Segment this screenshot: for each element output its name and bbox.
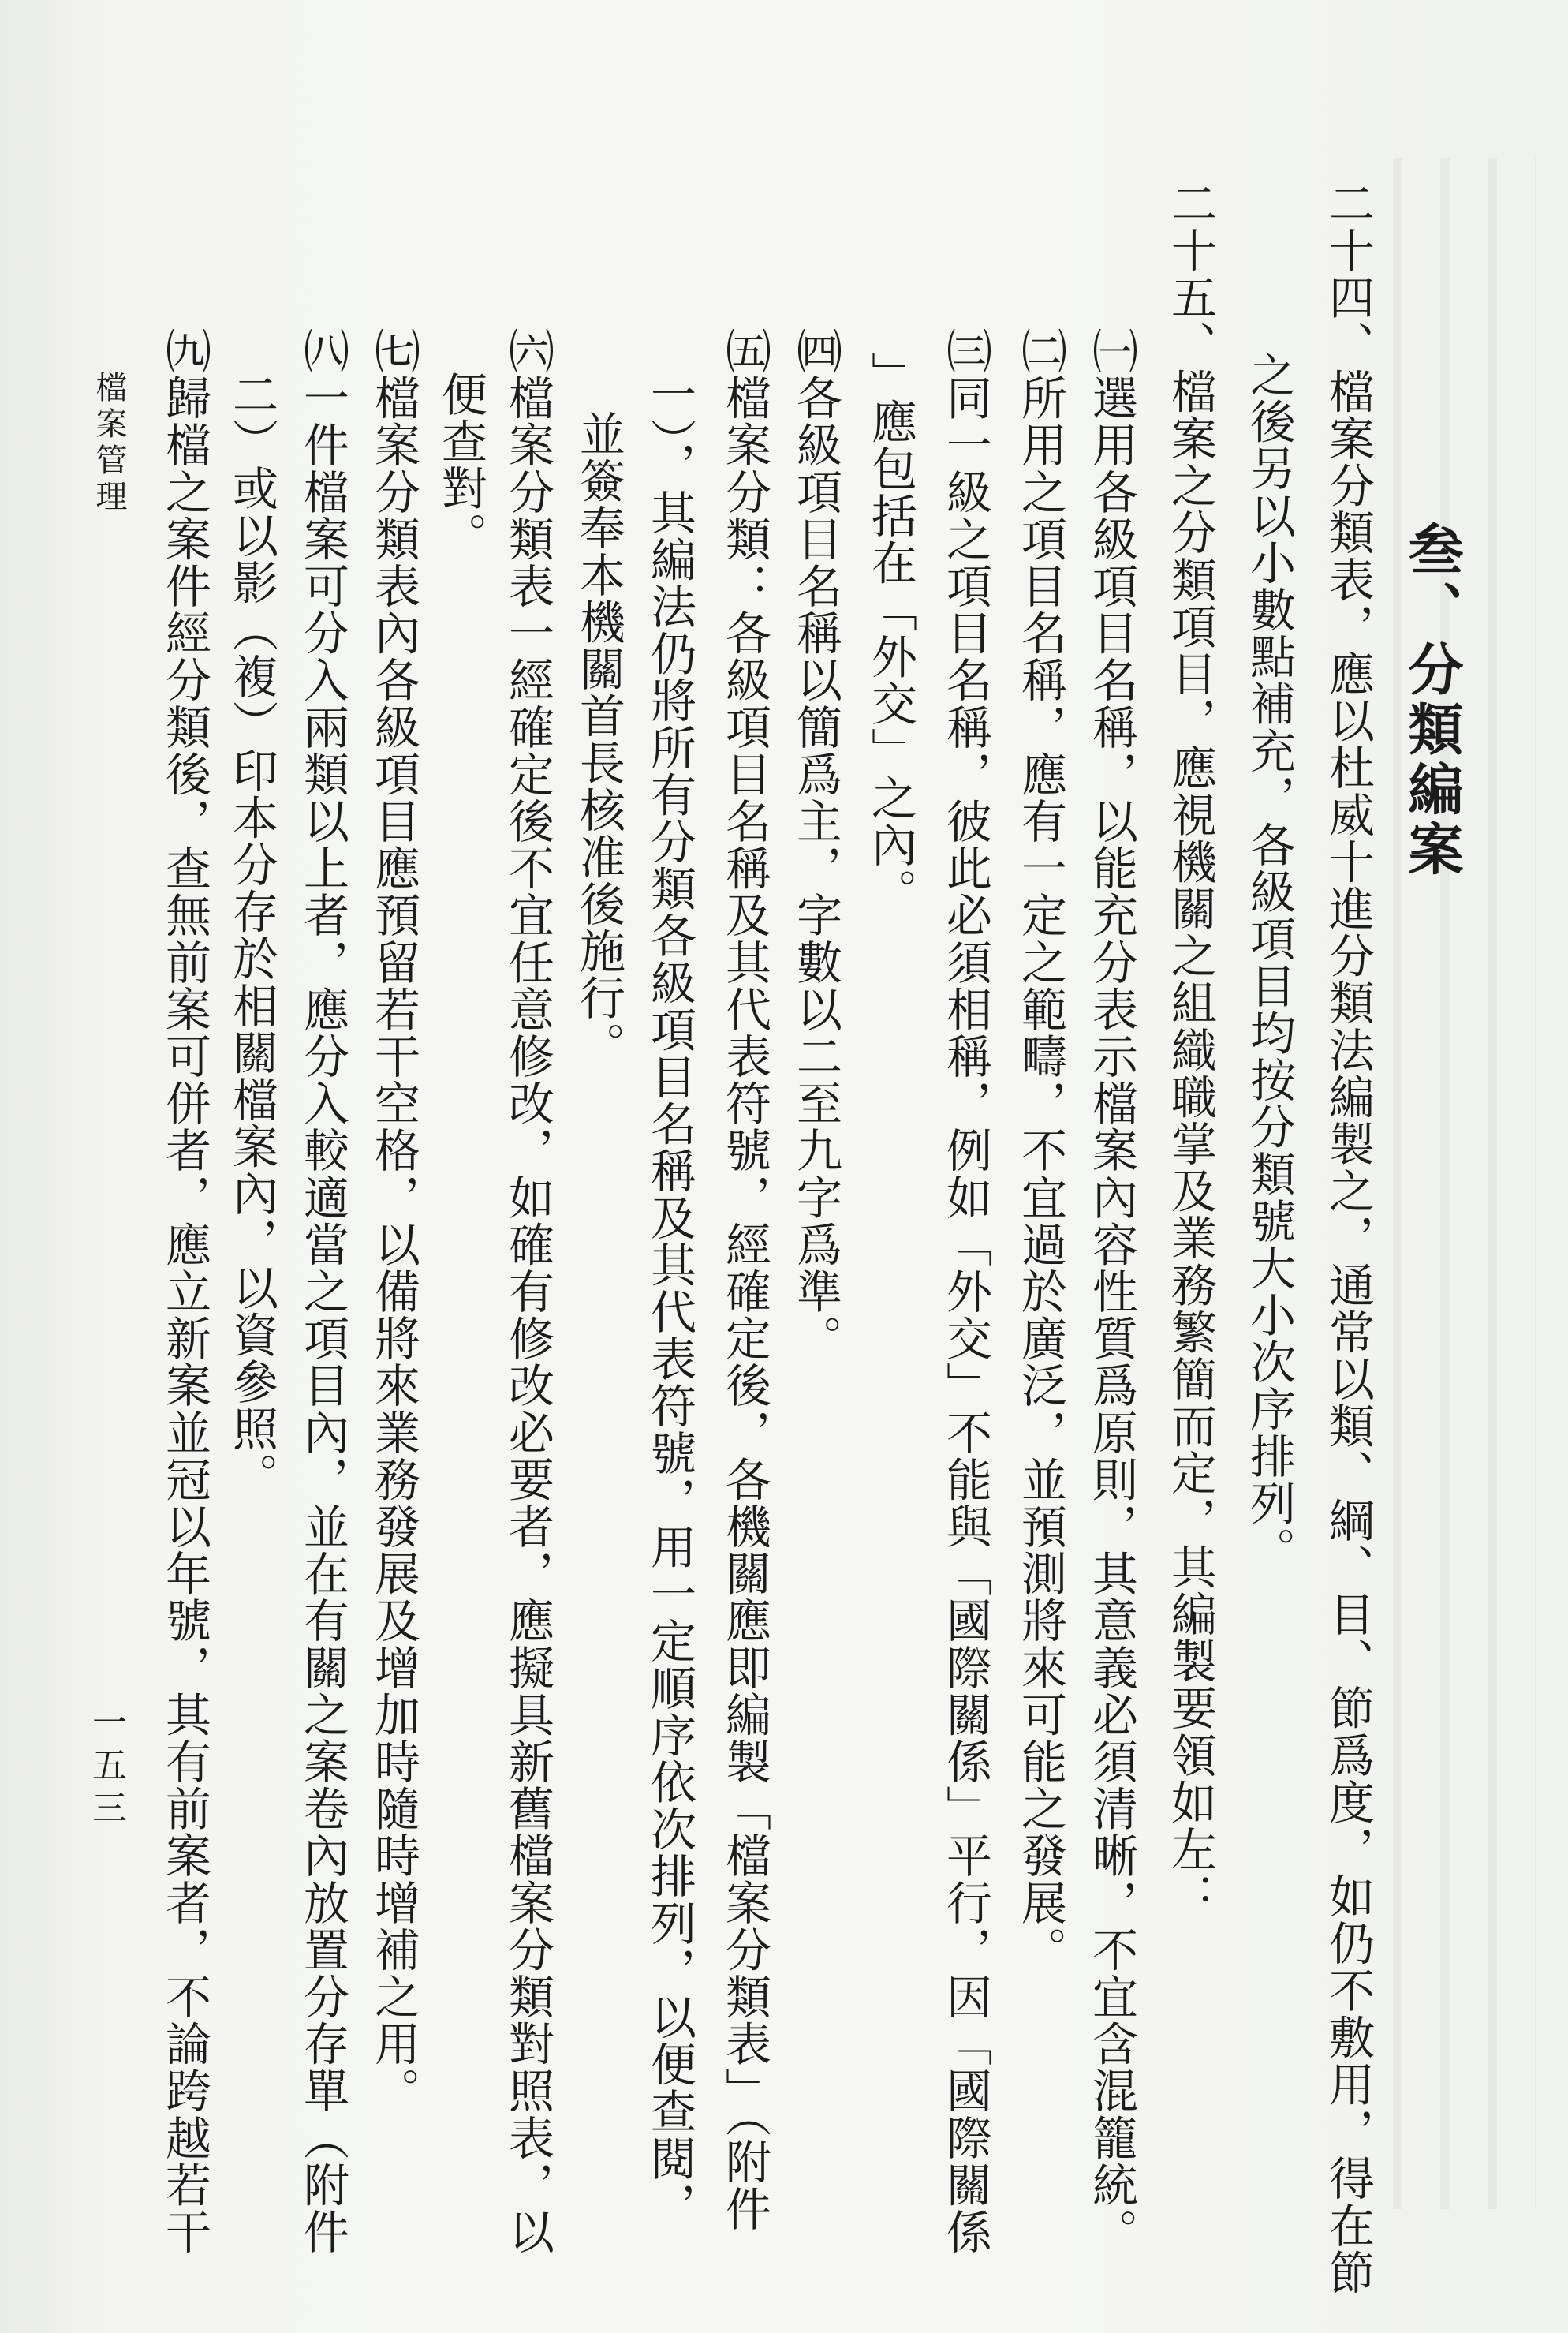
text-column-5: ㈡所用之項目名稱，應有一定之範疇，不宜過於廣泛，並預測將來可能之發展。 — [1014, 327, 1067, 1973]
text-column-3: 二十五、檔案之分類項目，應視機關之組織職掌及業務繁簡而定，其編製要領如左： — [1163, 180, 1217, 1920]
text-column-17: ㈨歸檔之案件經分類後，查無前案可併者，應立新案並冠以年號，其有前案者，不論跨越若干 — [158, 327, 211, 2256]
text-column-12: ㈥檔案分類表一經確定後不宜任意修改，如確有修改必要者，應擬具新舊檔案分類對照表，以 — [501, 327, 554, 2256]
text-column-16: 二）或以影（複）印本分存於相關檔案內，以資參照。 — [225, 371, 278, 1500]
text-column-6: ㈢同一級之項目名稱，彼此必須相稱，例如「外交」不能與「國際關係」平行，因「國際關係 — [939, 327, 992, 2256]
show-through-shadow — [1355, 158, 1536, 2209]
text-column-11: 並簽奉本機關首長核准後施行。 — [572, 410, 625, 1069]
page-number: 一五三 — [86, 1704, 126, 1832]
text-column-7: 」應包括在「外交」之內。 — [864, 351, 917, 916]
text-column-8: ㈣各級項目名稱以簡爲主，字數以二至九字爲準。 — [789, 327, 842, 1363]
text-column-9: ㈤檔案分類：各級項目名稱及其代表符號，經確定後，各機關應即編製「檔案分類表」（附件 — [718, 327, 771, 2233]
running-footer-book-title: 檔案管理 — [91, 371, 127, 516]
text-column-1: 二十四、檔案分類表，應以杜威十進分類法編製之，通常以類、綱、目、節爲度，如仍不敷用，得在節 — [1321, 180, 1375, 2296]
text-column-4: ㈠選用各級項目名稱，以能充分表示檔案內容性質爲原則，其意義必須清晰，不宜含混籠統。 — [1085, 327, 1138, 2256]
text-column-14: ㈦檔案分類表內各級項目應預留若干空格，以備將來業務發展及增加時隨時增補之用。 — [367, 327, 420, 2114]
text-column-10: 一），其編法仍將所有分類各級項目名稱及其代表符號，用一定順序依次排列，以便查閱， — [643, 371, 696, 2229]
text-column-15: ㈧一件檔案可分入兩類以上者，應分入較適當之項目內，並在有關之案卷內放置分存單（附件 — [296, 327, 349, 2256]
text-column-13: 便查對。 — [434, 371, 487, 559]
section-heading: 叁、分類編案 — [1399, 521, 1465, 880]
text-column-2: 之後另以小數點補充，各級項目均按分類號大小次序排列。 — [1242, 351, 1296, 1574]
